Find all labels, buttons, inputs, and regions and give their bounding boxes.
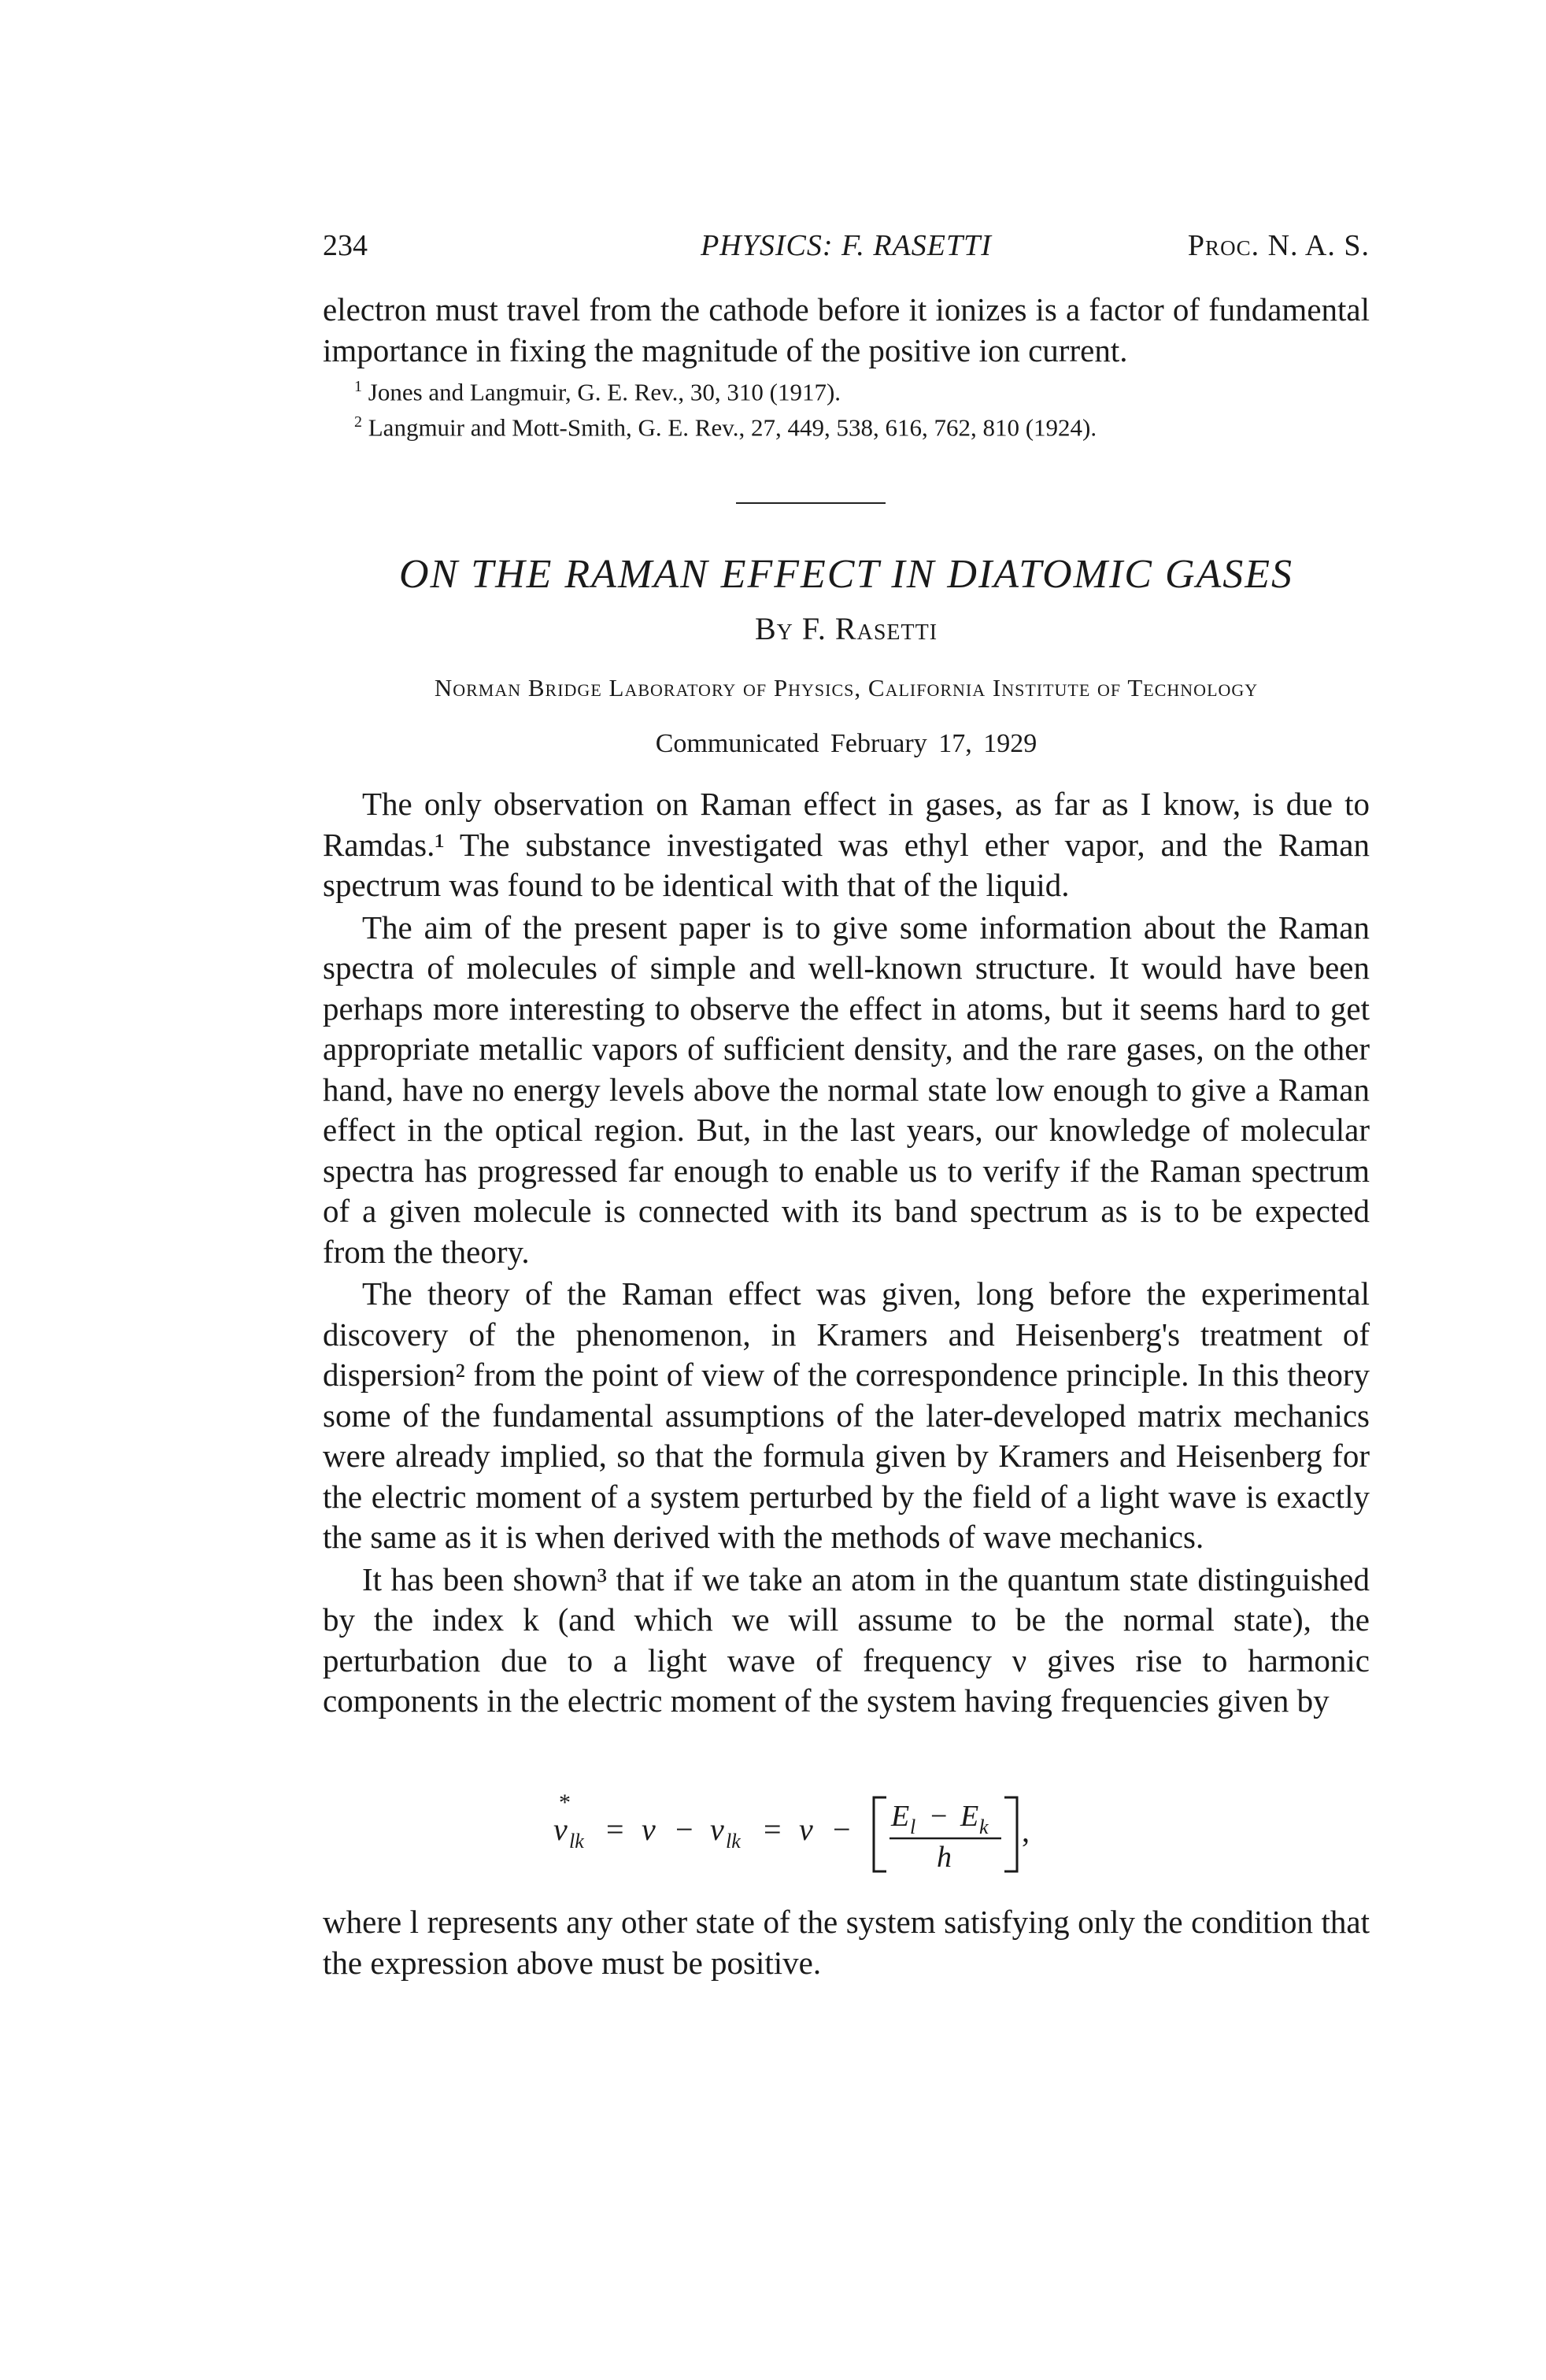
post-equation-paragraph: where l represents any other state of the system satisfying only the condition that the expression above must be positive. xyxy=(323,1904,1370,1981)
planck-constant: h xyxy=(937,1841,952,1874)
right-bracket xyxy=(1004,1797,1017,1871)
paragraph-3: The theory of the Raman effect was given, long before the experimental discovery of the phenomenon, in Kramers and Heisenberg's treatment of dispersion² from the point of view of the correspondence principle. In this theory some of the fundamental assumptions of the later-developed matrix mechanics were already implied, so that the formula given by Kramers and Heisenberg for the electric moment of a system perturbed by the field of a light wave is exactly the same as it is when derived with the methods of wave mechanics. xyxy=(323,1275,1370,1555)
article-title: ON THE RAMAN EFFECT IN DIATOMIC GASES xyxy=(398,552,1294,597)
paragraph-2: The aim of the present paper is to give some information about the Raman spectra of molecules of simple and well-known structure. It would have been perhaps more interesting to observe the effect in atoms, but it seems hard to get appropriate metallic vapors of sufficient density, and the rare gases, on the other hand, have no energy levels above the normal state low enough to give a Raman effect in the optical region. But, in the last years, our knowledge of molecular spectra has progressed far enough to enable us to verify if the Raman spectrum of a given molecule is connected with its band spectrum as is to be expected from the theory. xyxy=(323,909,1370,1270)
nu-symbol: ν xyxy=(553,1812,568,1847)
running-title: PHYSICS: F. RASETTI xyxy=(701,229,992,262)
footnote-mark: 2 xyxy=(354,413,362,431)
subscript: k xyxy=(979,1816,989,1838)
footnote-mark: 1 xyxy=(354,378,362,395)
continued-paragraph: electron must travel from the cathode before it ionizes is a factor of fundamental importance in fixing the magnitude of the positive ion current. xyxy=(323,291,1370,368)
page-number: 234 xyxy=(323,229,368,262)
nu-symbol: ν xyxy=(710,1812,724,1847)
equation-graphic xyxy=(323,1791,1370,1878)
trailing-comma: , xyxy=(1022,1813,1030,1849)
equals-sign: = xyxy=(764,1812,782,1847)
running-head xyxy=(323,228,1370,272)
post-equation-text xyxy=(323,1902,1370,1983)
article-body xyxy=(323,784,1370,1722)
subscript: lk xyxy=(569,1830,584,1853)
continued-text-block xyxy=(323,290,1370,371)
minus-sign: − xyxy=(930,1800,948,1833)
star-superscript: * xyxy=(559,1791,571,1816)
minus-sign: − xyxy=(833,1812,851,1847)
footnote-1 xyxy=(323,372,1370,407)
author-byline: By F. Rasetti xyxy=(754,611,938,646)
energy-symbol: E xyxy=(960,1800,979,1833)
author-affiliation: Norman Bridge Laboratory of Physics, California Institute of Technology xyxy=(434,674,1259,701)
energy-symbol: E xyxy=(891,1800,910,1833)
journal-abbreviation: Proc. N. A. S. xyxy=(1187,229,1370,262)
footnote-2 xyxy=(323,407,1370,442)
footnote-text: Jones and Langmuir, G. E. Rev., 30, 310 (1917). xyxy=(368,378,841,406)
nu-symbol: ν xyxy=(642,1812,656,1847)
previous-article-footnotes xyxy=(323,372,1370,443)
section-divider-rule xyxy=(736,502,886,504)
nu-symbol: ν xyxy=(799,1812,813,1847)
footnote-text: Langmuir and Mott-Smith, G. E. Rev., 27, 449, 538, 616, 762, 810 (1924). xyxy=(368,413,1097,442)
left-bracket xyxy=(874,1797,886,1871)
equals-sign: = xyxy=(606,1812,624,1847)
frequency-equation xyxy=(323,1791,1370,1878)
paragraph-1: The only observation on Raman effect in gases, as far as I know, is due to Ramdas.¹ The substance investigated was ethyl ether vapor, and the Raman spectrum was found to be identical with that of the liquid. xyxy=(323,786,1370,903)
subscript: lk xyxy=(726,1830,741,1853)
subscript: l xyxy=(910,1816,916,1838)
minus-sign: − xyxy=(675,1812,693,1847)
paragraph-4: It has been shown³ that if we take an atom in the quantum state distinguished by the index k (and which we will assume to be the normal state), the perturbation due to a light wave of frequency ν gives rise to harmonic components in the electric moment of the system having frequencies given by xyxy=(323,1560,1370,1719)
communicated-date: Communicated February 17, 1929 xyxy=(655,729,1037,758)
